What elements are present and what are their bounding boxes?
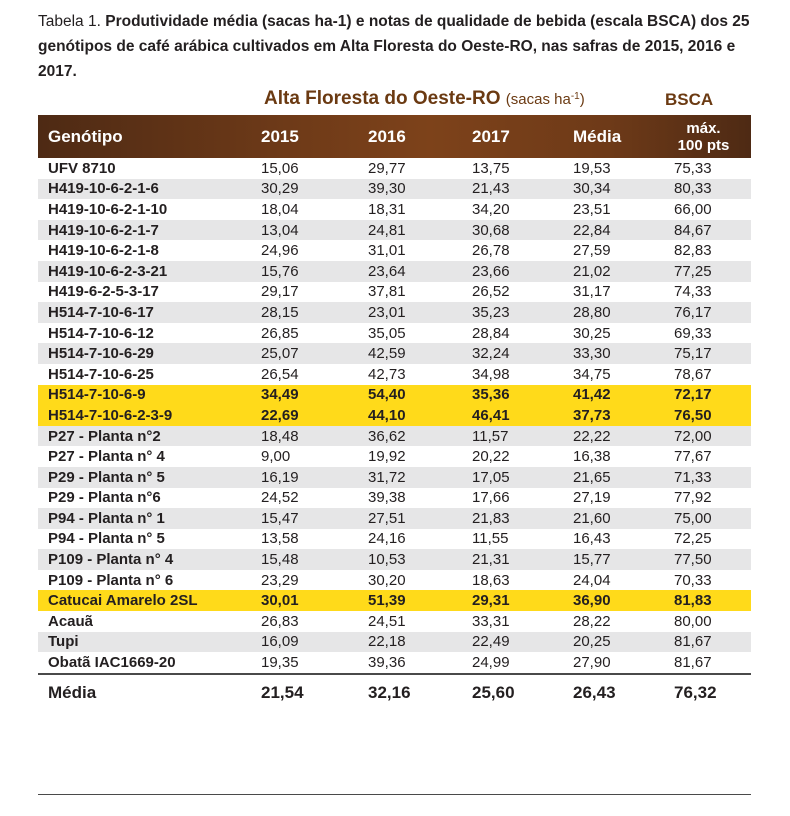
value-2015-cell: 13,58 bbox=[245, 529, 352, 550]
value-2017-cell: 23,66 bbox=[456, 261, 557, 282]
value-bsca-cell: 70,33 bbox=[658, 570, 751, 591]
value-bsca-cell: 69,33 bbox=[658, 323, 751, 344]
value-bsca-cell: 77,67 bbox=[658, 446, 751, 467]
genotipo-cell: P109 - Planta n° 6 bbox=[38, 570, 245, 591]
value-media-cell: 36,90 bbox=[557, 590, 658, 611]
value-media-cell: 34,75 bbox=[557, 364, 658, 385]
value-media-cell: 28,22 bbox=[557, 611, 658, 632]
col-2016: 2016 bbox=[368, 126, 406, 146]
value-bsca-cell: 74,33 bbox=[658, 282, 751, 303]
value-2016-cell: 24,81 bbox=[352, 220, 456, 241]
region-header bbox=[264, 88, 585, 110]
value-2015-cell: 22,69 bbox=[245, 405, 352, 426]
value-media-cell: 21,65 bbox=[557, 467, 658, 488]
value-2016-cell: 42,59 bbox=[352, 343, 456, 364]
value-2016-cell: 36,62 bbox=[352, 426, 456, 447]
col-2017: 2017 bbox=[472, 126, 510, 146]
table-row bbox=[38, 158, 751, 179]
genotipo-cell: P27 - Planta n°2 bbox=[38, 426, 245, 447]
value-media-cell: 27,90 bbox=[557, 652, 658, 674]
value-2015-cell: 26,54 bbox=[245, 364, 352, 385]
table-header-row bbox=[38, 115, 751, 158]
value-media-cell: 28,80 bbox=[557, 302, 658, 323]
value-media-cell: 27,19 bbox=[557, 488, 658, 509]
footer-bsca: 76,32 bbox=[658, 674, 751, 711]
footer-2015: 21,54 bbox=[245, 674, 352, 711]
col-2015: 2015 bbox=[261, 126, 299, 146]
value-2016-cell: 51,39 bbox=[352, 590, 456, 611]
value-2016-cell: 23,64 bbox=[352, 261, 456, 282]
value-2016-cell: 27,51 bbox=[352, 508, 456, 529]
col-genotipo: Genótipo bbox=[48, 126, 123, 146]
genotipo-cell: UFV 8710 bbox=[38, 158, 245, 179]
region-name: Alta Floresta do Oeste-RO bbox=[264, 88, 501, 109]
table-row bbox=[38, 179, 751, 200]
genotipo-cell: Catucai Amarelo 2SL bbox=[38, 590, 245, 611]
table-row bbox=[38, 632, 751, 653]
value-2015-cell: 18,04 bbox=[245, 199, 352, 220]
table-row bbox=[38, 611, 751, 632]
genotipo-cell: Acauã bbox=[38, 611, 245, 632]
value-2015-cell: 30,01 bbox=[245, 590, 352, 611]
value-2015-cell: 25,07 bbox=[245, 343, 352, 364]
genotipo-cell: H419-10-6-2-1-8 bbox=[38, 240, 245, 261]
genotipo-cell: H514-7-10-6-25 bbox=[38, 364, 245, 385]
value-2016-cell: 18,31 bbox=[352, 199, 456, 220]
value-2016-cell: 23,01 bbox=[352, 302, 456, 323]
value-bsca-cell: 72,00 bbox=[658, 426, 751, 447]
value-2015-cell: 15,76 bbox=[245, 261, 352, 282]
value-2015-cell: 34,49 bbox=[245, 385, 352, 406]
value-2017-cell: 21,83 bbox=[456, 508, 557, 529]
value-2015-cell: 13,04 bbox=[245, 220, 352, 241]
value-media-cell: 37,73 bbox=[557, 405, 658, 426]
value-media-cell: 16,38 bbox=[557, 446, 658, 467]
genotipo-cell: Obatã IAC1669-20 bbox=[38, 652, 245, 674]
value-bsca-cell: 81,67 bbox=[658, 652, 751, 674]
col-bsca: máx. 100 pts bbox=[677, 119, 730, 154]
value-2016-cell: 10,53 bbox=[352, 549, 456, 570]
genotipo-cell: H514-7-10-6-9 bbox=[38, 385, 245, 406]
caption-text: Produtividade média (sacas ha-1) e notas de qualidade de bebida (escala BSCA) dos 25 genótipos de café arábica cultivados em Alta Floresta do Oeste-RO, nas safras de 2015, 2016 e 2017. bbox=[38, 13, 750, 80]
table-row bbox=[38, 323, 751, 344]
value-2017-cell: 29,31 bbox=[456, 590, 557, 611]
value-2017-cell: 21,31 bbox=[456, 549, 557, 570]
value-2016-cell: 31,01 bbox=[352, 240, 456, 261]
value-2016-cell: 31,72 bbox=[352, 467, 456, 488]
value-2017-cell: 17,05 bbox=[456, 467, 557, 488]
value-2015-cell: 16,19 bbox=[245, 467, 352, 488]
value-2017-cell: 18,63 bbox=[456, 570, 557, 591]
value-media-cell: 41,42 bbox=[557, 385, 658, 406]
value-bsca-cell: 78,67 bbox=[658, 364, 751, 385]
value-2015-cell: 26,85 bbox=[245, 323, 352, 344]
value-media-cell: 33,30 bbox=[557, 343, 658, 364]
genotipo-cell: H419-6-2-5-3-17 bbox=[38, 282, 245, 303]
value-2015-cell: 24,96 bbox=[245, 240, 352, 261]
footer-2017: 25,60 bbox=[456, 674, 557, 711]
table-row bbox=[38, 590, 751, 611]
value-2017-cell: 17,66 bbox=[456, 488, 557, 509]
value-media-cell: 30,34 bbox=[557, 179, 658, 200]
value-media-cell: 22,84 bbox=[557, 220, 658, 241]
value-2015-cell: 15,06 bbox=[245, 158, 352, 179]
genotipo-cell: P29 - Planta n°6 bbox=[38, 488, 245, 509]
value-2015-cell: 24,52 bbox=[245, 488, 352, 509]
value-2016-cell: 24,51 bbox=[352, 611, 456, 632]
footer-media: 26,43 bbox=[557, 674, 658, 711]
productivity-table bbox=[38, 115, 751, 711]
value-2017-cell: 11,55 bbox=[456, 529, 557, 550]
table-caption bbox=[38, 9, 768, 84]
table-row bbox=[38, 405, 751, 426]
value-bsca-cell: 81,83 bbox=[658, 590, 751, 611]
value-bsca-cell: 75,33 bbox=[658, 158, 751, 179]
value-2017-cell: 28,84 bbox=[456, 323, 557, 344]
genotipo-cell: H419-10-6-2-1-6 bbox=[38, 179, 245, 200]
value-2015-cell: 9,00 bbox=[245, 446, 352, 467]
value-bsca-cell: 72,25 bbox=[658, 529, 751, 550]
caption-label: Tabela 1. bbox=[38, 13, 101, 30]
value-media-cell: 23,51 bbox=[557, 199, 658, 220]
value-media-cell: 16,43 bbox=[557, 529, 658, 550]
value-media-cell: 22,22 bbox=[557, 426, 658, 447]
table-row bbox=[38, 240, 751, 261]
value-2016-cell: 29,77 bbox=[352, 158, 456, 179]
value-2017-cell: 34,20 bbox=[456, 199, 557, 220]
value-2016-cell: 39,36 bbox=[352, 652, 456, 674]
value-2015-cell: 23,29 bbox=[245, 570, 352, 591]
genotipo-cell: P29 - Planta n° 5 bbox=[38, 467, 245, 488]
value-2015-cell: 19,35 bbox=[245, 652, 352, 674]
value-2017-cell: 32,24 bbox=[456, 343, 557, 364]
value-2015-cell: 30,29 bbox=[245, 179, 352, 200]
genotipo-cell: P94 - Planta n° 5 bbox=[38, 529, 245, 550]
genotipo-cell: H419-10-6-2-1-7 bbox=[38, 220, 245, 241]
value-2016-cell: 22,18 bbox=[352, 632, 456, 653]
value-bsca-cell: 77,50 bbox=[658, 549, 751, 570]
value-2016-cell: 39,30 bbox=[352, 179, 456, 200]
genotipo-cell: H514-7-10-6-12 bbox=[38, 323, 245, 344]
value-2015-cell: 15,47 bbox=[245, 508, 352, 529]
value-2017-cell: 13,75 bbox=[456, 158, 557, 179]
value-2017-cell: 34,98 bbox=[456, 364, 557, 385]
table-row bbox=[38, 426, 751, 447]
genotipo-cell: H419-10-6-2-3-21 bbox=[38, 261, 245, 282]
value-bsca-cell: 82,83 bbox=[658, 240, 751, 261]
value-2016-cell: 54,40 bbox=[352, 385, 456, 406]
table-row bbox=[38, 302, 751, 323]
value-2017-cell: 46,41 bbox=[456, 405, 557, 426]
region-unit: (sacas $ha^{-1}$) bbox=[505, 91, 585, 108]
value-2017-cell: 22,49 bbox=[456, 632, 557, 653]
value-2017-cell: 35,36 bbox=[456, 385, 557, 406]
genotipo-cell: P94 - Planta n° 1 bbox=[38, 508, 245, 529]
table-row bbox=[38, 467, 751, 488]
table-row bbox=[38, 364, 751, 385]
value-2016-cell: 24,16 bbox=[352, 529, 456, 550]
value-2017-cell: 21,43 bbox=[456, 179, 557, 200]
value-2015-cell: 26,83 bbox=[245, 611, 352, 632]
value-bsca-cell: 66,00 bbox=[658, 199, 751, 220]
value-media-cell: 24,04 bbox=[557, 570, 658, 591]
value-bsca-cell: 80,33 bbox=[658, 179, 751, 200]
value-2015-cell: 15,48 bbox=[245, 549, 352, 570]
table-bottom-rule bbox=[38, 794, 751, 795]
value-2016-cell: 35,05 bbox=[352, 323, 456, 344]
footer-2016: 32,16 bbox=[352, 674, 456, 711]
genotipo-cell: H514-7-10-6-17 bbox=[38, 302, 245, 323]
table-row bbox=[38, 652, 751, 674]
value-bsca-cell: 75,17 bbox=[658, 343, 751, 364]
value-media-cell: 19,53 bbox=[557, 158, 658, 179]
value-media-cell: 21,60 bbox=[557, 508, 658, 529]
table-row bbox=[38, 282, 751, 303]
genotipo-cell: H514-7-10-6-29 bbox=[38, 343, 245, 364]
table-row bbox=[38, 529, 751, 550]
table-row bbox=[38, 199, 751, 220]
table-row bbox=[38, 220, 751, 241]
value-2016-cell: 19,92 bbox=[352, 446, 456, 467]
bsca-header: BSCA bbox=[665, 90, 714, 109]
value-bsca-cell: 71,33 bbox=[658, 467, 751, 488]
value-2016-cell: 42,73 bbox=[352, 364, 456, 385]
value-2015-cell: 16,09 bbox=[245, 632, 352, 653]
value-2016-cell: 39,38 bbox=[352, 488, 456, 509]
value-bsca-cell: 80,00 bbox=[658, 611, 751, 632]
value-bsca-cell: 76,50 bbox=[658, 405, 751, 426]
table-row bbox=[38, 488, 751, 509]
value-bsca-cell: 77,25 bbox=[658, 261, 751, 282]
genotipo-cell: H514-7-10-6-2-3-9 bbox=[38, 405, 245, 426]
value-bsca-cell: 81,67 bbox=[658, 632, 751, 653]
value-media-cell: 20,25 bbox=[557, 632, 658, 653]
genotipo-cell: P27 - Planta n° 4 bbox=[38, 446, 245, 467]
footer-label: Média bbox=[38, 674, 245, 711]
table-row bbox=[38, 385, 751, 406]
value-2017-cell: 26,78 bbox=[456, 240, 557, 261]
value-2017-cell: 30,68 bbox=[456, 220, 557, 241]
value-2015-cell: 29,17 bbox=[245, 282, 352, 303]
value-2017-cell: 20,22 bbox=[456, 446, 557, 467]
value-2017-cell: 11,57 bbox=[456, 426, 557, 447]
value-media-cell: 31,17 bbox=[557, 282, 658, 303]
value-bsca-cell: 84,67 bbox=[658, 220, 751, 241]
value-2017-cell: 24,99 bbox=[456, 652, 557, 674]
table-row bbox=[38, 508, 751, 529]
value-2015-cell: 28,15 bbox=[245, 302, 352, 323]
table-row bbox=[38, 446, 751, 467]
value-media-cell: 27,59 bbox=[557, 240, 658, 261]
value-media-cell: 30,25 bbox=[557, 323, 658, 344]
value-bsca-cell: 72,17 bbox=[658, 385, 751, 406]
genotipo-cell: Tupi bbox=[38, 632, 245, 653]
value-media-cell: 21,02 bbox=[557, 261, 658, 282]
col-media: Média bbox=[573, 126, 622, 146]
table-row bbox=[38, 570, 751, 591]
genotipo-cell: P109 - Planta n° 4 bbox=[38, 549, 245, 570]
genotipo-cell: H419-10-6-2-1-10 bbox=[38, 199, 245, 220]
value-2016-cell: 37,81 bbox=[352, 282, 456, 303]
value-bsca-cell: 75,00 bbox=[658, 508, 751, 529]
value-bsca-cell: 77,92 bbox=[658, 488, 751, 509]
value-2017-cell: 35,23 bbox=[456, 302, 557, 323]
value-2016-cell: 30,20 bbox=[352, 570, 456, 591]
value-bsca-cell: 76,17 bbox=[658, 302, 751, 323]
value-2017-cell: 33,31 bbox=[456, 611, 557, 632]
table-row bbox=[38, 343, 751, 364]
table-row bbox=[38, 549, 751, 570]
value-2017-cell: 26,52 bbox=[456, 282, 557, 303]
value-media-cell: 15,77 bbox=[557, 549, 658, 570]
table-row bbox=[38, 261, 751, 282]
value-2016-cell: 44,10 bbox=[352, 405, 456, 426]
value-2015-cell: 18,48 bbox=[245, 426, 352, 447]
table-footer-row bbox=[38, 674, 751, 711]
